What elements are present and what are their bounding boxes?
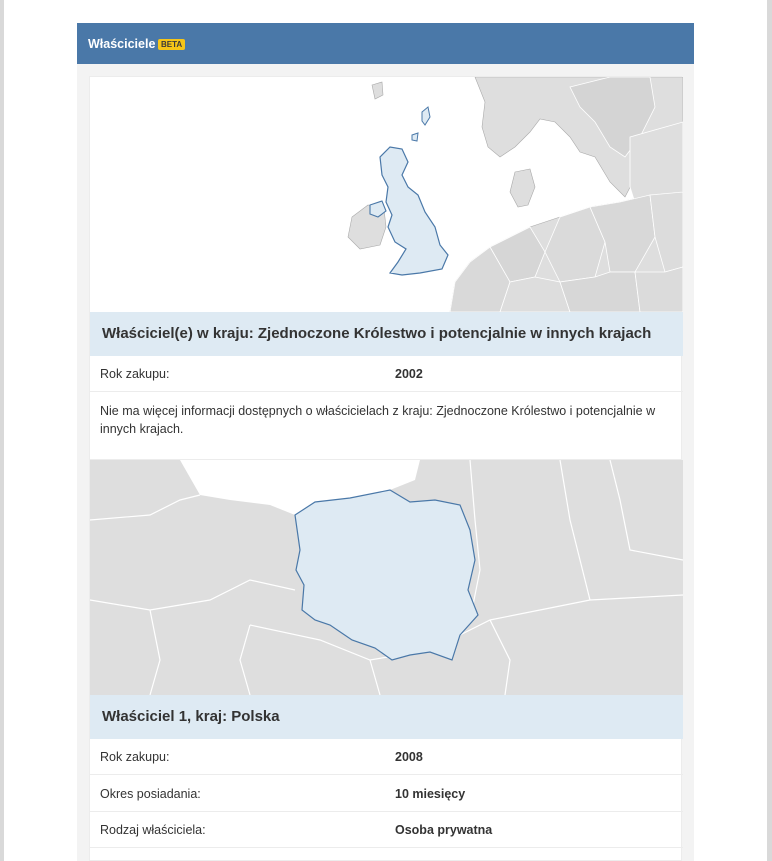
field-label: Rok zakupu: [100, 750, 170, 764]
uk-region-map [90, 77, 683, 312]
field-value: 2008 [395, 750, 423, 764]
right-frame-scrollbar[interactable] [767, 0, 772, 861]
field-label: Okres posiadania: [100, 787, 201, 801]
owner-card [89, 459, 682, 861]
panel-header [77, 23, 694, 64]
field-value: 10 miesięcy [395, 787, 466, 801]
purchase-year-row [90, 356, 683, 392]
no-more-info-note: Nie ma więcej informacji dostępnych o właścicielach z kraju: Zjednoczone Królestwo i potencjalnie w innych krajach. [100, 404, 656, 436]
ownership-period-row [90, 776, 683, 812]
owner-country-heading: Właściciel(e) w kraju: Zjednoczone Królestwo i potencjalnie w innych krajach [90, 312, 683, 356]
purchase-year-row [90, 739, 683, 775]
field-value: 2002 [395, 367, 423, 381]
panel-title: Właściciele [88, 37, 156, 51]
poland-region-map [90, 460, 683, 695]
owner-country-heading: Właściciel 1, kraj: Polska [90, 695, 683, 739]
field-label: Rodzaj właściciela: [100, 823, 206, 837]
beta-badge: BETA [158, 39, 185, 50]
field-value: Osoba prywatna [395, 823, 493, 837]
owners-panel [77, 23, 694, 861]
owner-card [89, 76, 682, 468]
left-frame [0, 0, 4, 861]
owner-type-row [90, 812, 683, 848]
field-label: Rok zakupu: [100, 367, 170, 381]
